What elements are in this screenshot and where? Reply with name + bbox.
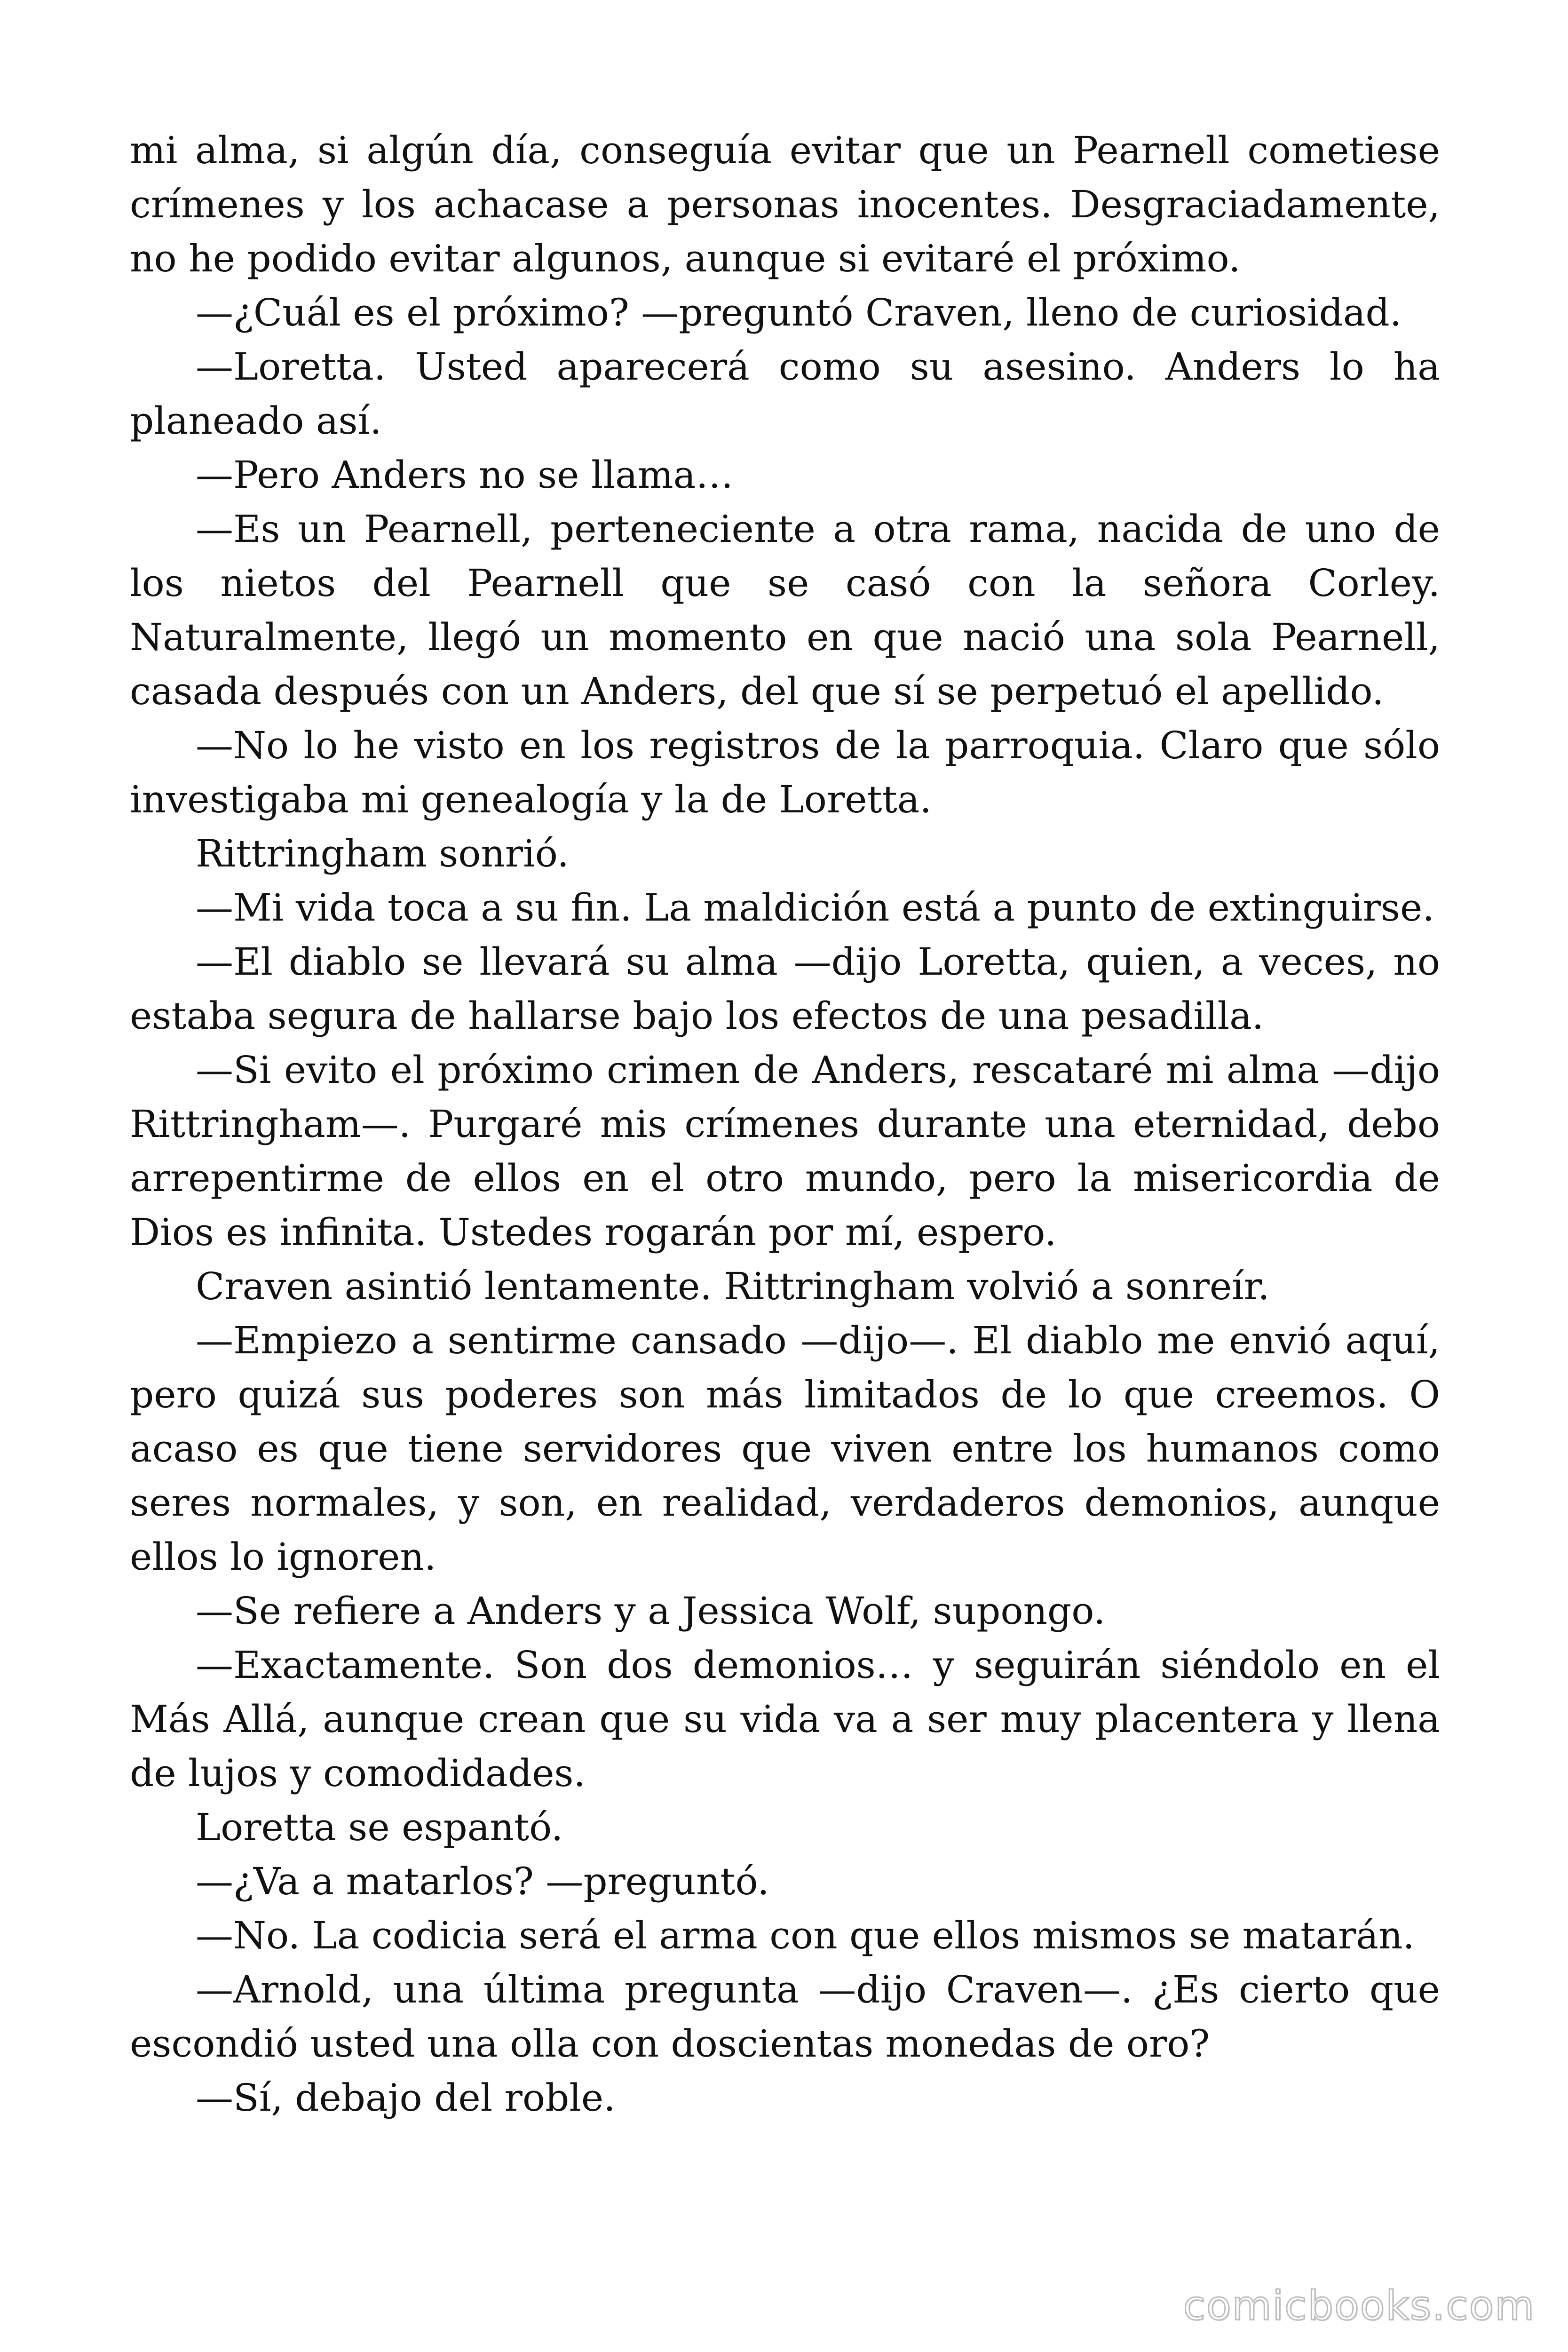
paragraph-18: —Arnold, una última pregunta —dijo Craven—. ¿Es cierto que escondió usted una olla con doscientas monedas de oro? [130, 1968, 1440, 2066]
paragraph-15: Loretta se espantó. [196, 1805, 563, 1849]
paragraph-10: —Si evito el próximo crimen de Anders, rescataré mi alma —dijo Rittringham—. Purgaré mis crímenes durante una eternidad, debo arrepentirme de ellos en el otro mundo, pero la misericordia de Dios es infinita. Ustedes rogarán por mí, espero. [130, 1048, 1440, 1254]
paragraph-4: —Pero Anders no se llama… [196, 453, 734, 497]
paragraph-11: Craven asintió lentamente. Rittringham volvió a sonreír. [196, 1264, 1270, 1308]
paragraph-5: —Es un Pearnell, perteneciente a otra rama, nacida de uno de los nietos del Pearnell que se casó con la señora Corley. Naturalmente, llegó un momento en que nació una sola Pearnell, casada después con un Anders, del que sí se perpetuó el apellido. [130, 507, 1440, 713]
paragraph-7: Rittringham sonrió. [196, 832, 569, 875]
paragraph-8: —Mi vida toca a su fin. La maldición está a punto de extinguirse. [196, 886, 1434, 930]
paragraph-12: —Empiezo a sentirme cansado —dijo—. El diablo me envió aquí, pero quizá sus poderes son más limitados de lo que creemos. O acaso es que tiene servidores que viven entre los humanos como seres normales, y son, en realidad, verdaderos demonios, aunque ellos lo ignoren. [130, 1319, 1440, 1579]
paragraph-19: —Sí, debajo del roble. [196, 2076, 616, 2120]
paragraph-2: —¿Cuál es el próximo? —preguntó Craven, lleno de curiosidad. [196, 291, 1402, 334]
paragraph-13: —Se refiere a Anders y a Jessica Wolf, supongo. [196, 1589, 1106, 1633]
paragraph-9: —El diablo se llevará su alma —dijo Loretta, quien, a veces, no estaba segura de hallarse bajo los efectos de una pesadilla. [130, 940, 1440, 1038]
paragraph-1: mi alma, si algún día, conseguía evitar que un Pearnell cometiese crímenes y los achacase a personas inocentes. Desgraciadamente, no he podido evitar algunos, aunque si evitaré el próximo. [130, 128, 1440, 280]
paragraph-3: —Loretta. Usted aparecerá como su asesino. Anders lo ha planeado así. [130, 345, 1440, 443]
paragraph-14: —Exactamente. Son dos demonios… y seguirán siéndolo en el Más Allá, aunque crean que su vida va a ser muy placentera y llena de lujos y comodidades. [130, 1643, 1440, 1795]
site-watermark: comicbooks.com [1183, 2282, 1535, 2329]
paragraph-6: —No lo he visto en los registros de la parroquia. Claro que sólo investigaba mi genealogía y la de Loretta. [130, 723, 1440, 821]
body-text [130, 123, 1440, 2125]
paragraph-17: —No. La codicia será el arma con que ellos mismos se matarán. [196, 1914, 1415, 1957]
paragraph-16: —¿Va a matarlos? —preguntó. [196, 1859, 769, 1903]
